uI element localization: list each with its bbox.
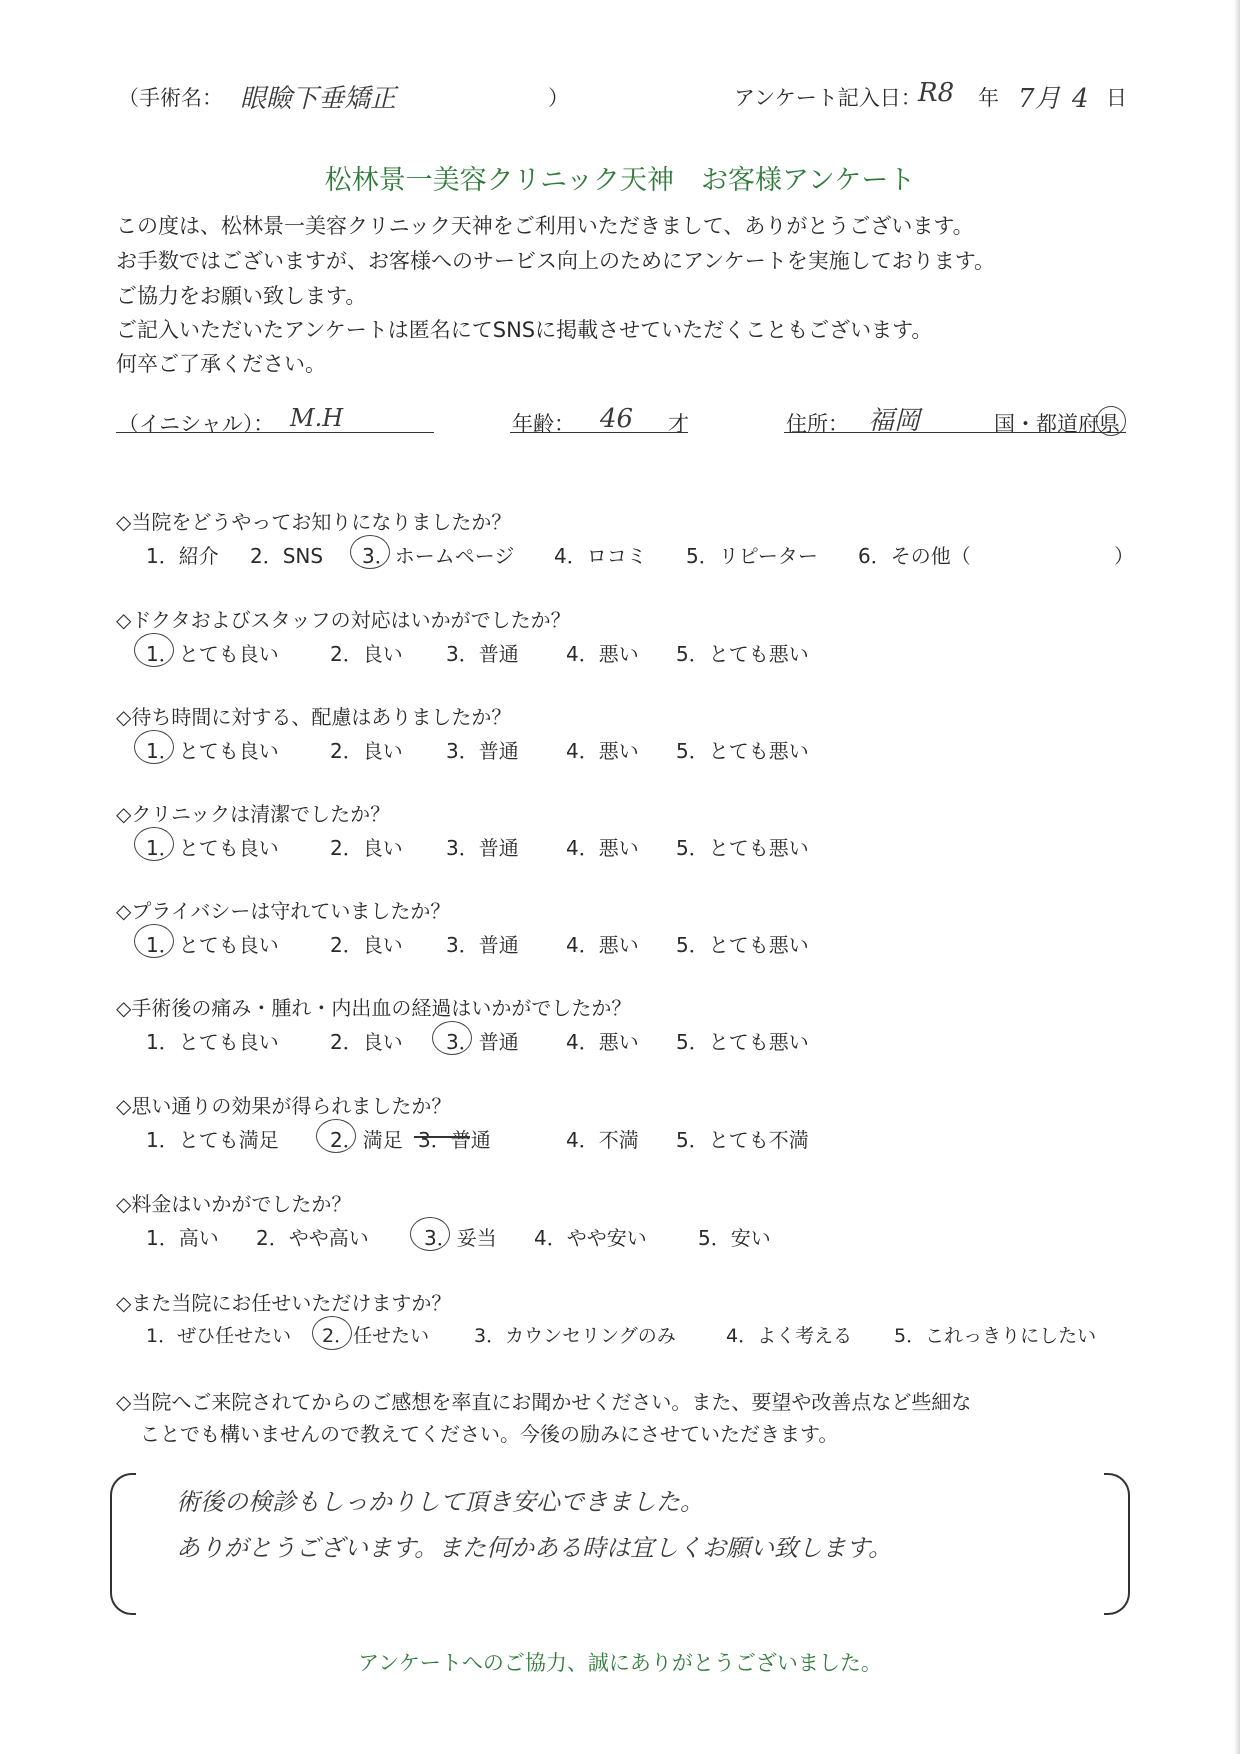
question-3: ◇待ち時間に対する、配慮はありましたか？ bbox=[116, 705, 512, 729]
question-2: ◇ドクタおよびスタッフの対応はいかがでしたか？ bbox=[116, 608, 571, 632]
q1-selected-circle bbox=[350, 535, 390, 569]
q7-option-2[interactable]: 2．満足 bbox=[330, 1128, 403, 1152]
q9-option-4[interactable]: 4．よく考える bbox=[726, 1325, 853, 1347]
q4-selected-circle bbox=[134, 827, 174, 861]
question-4: ◇クリニックは清潔でしたか？ bbox=[116, 802, 391, 826]
q7-option-5[interactable]: 5．とても不満 bbox=[676, 1128, 809, 1152]
survey-date-day[interactable]: 4 bbox=[1072, 84, 1089, 114]
q6-option-5[interactable]: 5．とても悪い bbox=[676, 1030, 809, 1054]
q2-option-5[interactable]: 5．とても悪い bbox=[676, 642, 809, 666]
age-value[interactable]: 46 bbox=[600, 404, 634, 434]
q1-option-2[interactable]: 2．SNS bbox=[250, 544, 324, 568]
q5-option-4[interactable]: 4．悪い bbox=[566, 933, 639, 957]
q1-option-1[interactable]: 1．紹介 bbox=[146, 544, 219, 568]
q2-selected-circle bbox=[134, 633, 174, 667]
intro-line-4: ご記入いただいたアンケートは匿名にてSNSに掲載させていただくこともございます。 bbox=[116, 318, 933, 342]
q8-option-1[interactable]: 1．高い bbox=[146, 1226, 219, 1250]
q2-option-3[interactable]: 3．普通 bbox=[446, 642, 519, 666]
q4-option-4[interactable]: 4．悪い bbox=[566, 836, 639, 860]
q9-selected-circle bbox=[312, 1316, 352, 1350]
comment-line-1[interactable]: 術後の検診もしっかりして頂き安心できました。 bbox=[176, 1488, 704, 1516]
question-7: ◇思い通りの効果が得られましたか？ bbox=[116, 1094, 452, 1118]
q3-option-5[interactable]: 5．とても悪い bbox=[676, 739, 809, 763]
q1-option-5[interactable]: 5．リピーター bbox=[686, 544, 818, 568]
q7-option-1[interactable]: 1．とても満足 bbox=[146, 1128, 279, 1152]
procedure-label: （手術名： bbox=[118, 86, 223, 110]
q7-strikethrough-mark bbox=[414, 1136, 470, 1138]
q8-selected-circle bbox=[410, 1217, 450, 1251]
question-6: ◇手術後の痛み・腫れ・内出血の経過はいかがでしたか？ bbox=[116, 996, 632, 1020]
scan-edge-shadow bbox=[1234, 0, 1240, 1754]
q1-option-3[interactable]: 3．ホームページ bbox=[362, 544, 515, 568]
q7-option-3[interactable]: 3．普通 bbox=[418, 1128, 491, 1152]
q8-option-3[interactable]: 3．妥当 bbox=[424, 1226, 497, 1250]
page-title: 松林景一美容クリニック天神 お客様アンケート bbox=[324, 165, 916, 196]
q6-option-3[interactable]: 3．普通 bbox=[446, 1030, 519, 1054]
comment-line-2[interactable]: ありがとうございます。また何かある時は宜しくお願い致します。 bbox=[176, 1534, 893, 1562]
q5-option-1[interactable]: 1．とても良い bbox=[146, 933, 279, 957]
address-value[interactable]: 福岡 bbox=[868, 406, 921, 436]
q2-option-4[interactable]: 4．悪い bbox=[566, 642, 639, 666]
q3-selected-circle bbox=[134, 730, 174, 764]
question-8: ◇料金はいかがでしたか？ bbox=[116, 1192, 352, 1216]
q3-option-1[interactable]: 1．とても良い bbox=[146, 739, 279, 763]
intro-line-1: この度は、松林景一美容クリニック天神をご利用いただきまして、ありがとうございます。 bbox=[116, 214, 974, 238]
q5-option-5[interactable]: 5．とても悪い bbox=[676, 933, 809, 957]
survey-date-month[interactable]: 7月 bbox=[1018, 84, 1061, 114]
q5-option-3[interactable]: 3．普通 bbox=[446, 933, 519, 957]
procedure-value[interactable]: 眼瞼下垂矯正 bbox=[240, 84, 397, 114]
age-unit: 才 bbox=[668, 412, 689, 436]
survey-date-year[interactable]: R8 bbox=[918, 78, 955, 108]
q6-option-2[interactable]: 2．良い bbox=[330, 1030, 403, 1054]
q8-option-5[interactable]: 5．安い bbox=[698, 1226, 771, 1250]
intro-line-2: お手数ではございますが、お客様へのサービス向上のためにアンケートを実施しております。 bbox=[116, 249, 996, 273]
comment-prompt-line-2: ことでも構いませんので教えてください。今後の励みにさせていただきます。 bbox=[140, 1422, 839, 1446]
initial-value[interactable]: M.H bbox=[290, 404, 344, 432]
initial-label: （イニシャル）： bbox=[118, 412, 275, 436]
q9-option-2[interactable]: 2．任せたい bbox=[322, 1325, 430, 1347]
initial-underline bbox=[116, 432, 434, 433]
q9-option-1[interactable]: 1．ぜひ任せたい bbox=[146, 1325, 292, 1347]
q7-selected-circle bbox=[316, 1119, 356, 1153]
q1-option-6-close: ） bbox=[1114, 544, 1134, 568]
q3-option-4[interactable]: 4．悪い bbox=[566, 739, 639, 763]
address-underline bbox=[784, 432, 1126, 433]
question-5: ◇プライバシーは守れていましたか？ bbox=[116, 899, 451, 923]
q4-option-3[interactable]: 3．普通 bbox=[446, 836, 519, 860]
q5-selected-circle bbox=[134, 924, 174, 958]
comment-box-right-bracket bbox=[1104, 1473, 1130, 1615]
survey-date-year-unit: 年 bbox=[978, 86, 999, 110]
q1-option-4[interactable]: 4．ロコミ bbox=[554, 544, 647, 568]
comment-prompt-line-1: ◇当院へご来院されてからのご感想を率直にお聞かせください。また、要望や改善点など些細な bbox=[116, 1390, 972, 1414]
survey-date-day-unit: 日 bbox=[1106, 86, 1127, 110]
q6-option-1[interactable]: 1．とても良い bbox=[146, 1030, 279, 1054]
address-suffix: 国・都道府県 bbox=[994, 412, 1120, 436]
age-underline bbox=[510, 432, 688, 433]
intro-line-3: ご協力をお願い致します。 bbox=[116, 284, 367, 308]
comment-box-left-bracket bbox=[110, 1473, 136, 1615]
q8-option-2[interactable]: 2．やや高い bbox=[256, 1226, 369, 1250]
survey-date-label: アンケート記入日： bbox=[734, 86, 922, 110]
q4-option-1[interactable]: 1．とても良い bbox=[146, 836, 279, 860]
q7-option-4[interactable]: 4．不満 bbox=[566, 1128, 639, 1152]
q2-option-2[interactable]: 2．良い bbox=[330, 642, 403, 666]
q9-option-5[interactable]: 5．これっきりにしたい bbox=[894, 1325, 1097, 1347]
q2-option-1[interactable]: 1．とても良い bbox=[146, 642, 279, 666]
address-label: 住所： bbox=[786, 412, 849, 436]
q5-option-2[interactable]: 2．良い bbox=[330, 933, 403, 957]
q4-option-2[interactable]: 2．良い bbox=[330, 836, 403, 860]
q3-option-2[interactable]: 2．良い bbox=[330, 739, 403, 763]
procedure-close: ） bbox=[548, 86, 569, 110]
q8-option-4[interactable]: 4．やや安い bbox=[534, 1226, 647, 1250]
q9-option-3[interactable]: 3．カウンセリングのみ bbox=[474, 1325, 676, 1347]
age-label: 年齢： bbox=[512, 412, 575, 436]
q6-selected-circle bbox=[432, 1021, 472, 1055]
q6-option-4[interactable]: 4．悪い bbox=[566, 1030, 639, 1054]
intro-line-5: 何卒ご了承ください。 bbox=[116, 352, 326, 376]
q4-option-5[interactable]: 5．とても悪い bbox=[676, 836, 809, 860]
question-9: ◇また当院にお任せいただけますか？ bbox=[116, 1291, 452, 1315]
question-1: ◇当院をどうやってお知りになりましたか？ bbox=[116, 510, 512, 534]
footer-thanks: アンケートへのご協力、誠にありがとうございました。 bbox=[358, 1651, 882, 1675]
q1-option-6[interactable]: 6．その他（ bbox=[858, 544, 971, 568]
q3-option-3[interactable]: 3．普通 bbox=[446, 739, 519, 763]
